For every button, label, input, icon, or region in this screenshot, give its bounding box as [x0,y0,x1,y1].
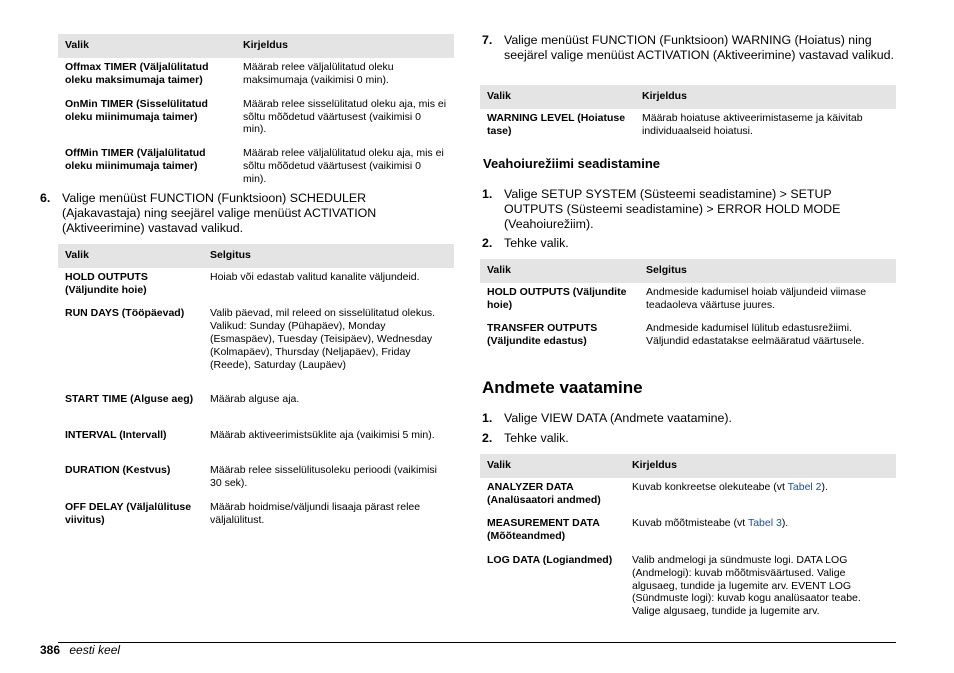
description-cell [625,514,896,551]
column-header: Valik [480,85,635,109]
step-number: 6. [40,191,51,205]
step-number: 7. [482,33,493,47]
subheading-error-hold: Veahoiurežiimi seadistamine [483,156,661,171]
option-cell: OFF DELAY (Väljalülituse viivitus) [65,500,192,526]
description-cell: Määrab hoidmise/väljundi lisaaja pärast relee väljalülitust. [210,500,421,526]
table-row [58,426,454,461]
table-row [480,551,896,626]
description-cell: Määrab alguse aja. [210,393,300,406]
scheduler-options-table [58,244,454,535]
table-row [480,319,896,367]
description-cell: Määrab relee väljalülitatud oleku maksimumaja (vaikimisi 0 min). [243,60,394,86]
step-text: Tehke valik. [504,431,569,445]
table-row [480,514,896,551]
description-cell: Andmeside kadumisel hoiab väljundeid viimase teadaoleva väärtuse juures. [646,285,867,311]
table-header-row [480,454,896,478]
description-cell: Valib päevad, mil releed on sisselülitatud olekus. Valikud: Sunday (Pühapäev), Monday (Esmaspäev), Tuesday (Teisipäev), Wednesday (Kolmapäev), Thursday (Neljapäev), Friday (Reede), Saturday (Laupäev) [210,307,436,371]
column-header: Valik [58,244,203,268]
column-header: Kirjeldus [236,34,454,58]
table-2-link[interactable]: Tabel 2 [787,480,822,493]
description-text: Kuvab mõõtmisteabe (vt [632,517,748,530]
column-header: Selgitus [203,244,454,268]
option-cell: RUN DAYS (Tööpäevad) [65,307,185,320]
description-cell: Määrab relee sisselülitatud oleku aja, mis ei sõltu mõõdetud väärtusest (vaikimisi 0 min). [243,97,447,136]
option-cell: MEASUREMENT DATA (Mõõteandmed) [487,517,600,543]
description-cell: Määrab relee sisselülitusoleku perioodi (vaikimisi 30 sek). [210,464,438,490]
step-number: 1. [482,187,493,201]
table-row [480,478,896,515]
table-row [480,283,896,320]
option-cell: TRANSFER OUTPUTS (Väljundite edastus) [487,322,598,348]
description-text: Kuvab konkreetse olekuteabe (vt [632,480,788,493]
page-number: 386 [40,643,61,657]
table-row [58,58,454,95]
description-cell: Määrab hoiatuse aktiveerimistaseme ja käivitab individuaalseid hoiatusi. [642,111,863,137]
option-cell: LOG DATA (Logiandmed) [487,553,613,566]
option-cell: HOLD OUTPUTS (Väljundite hoie) [487,285,627,311]
column-header: Kirjeldus [635,85,896,109]
table-header-row [480,85,896,109]
option-cell: INTERVAL (Intervall) [65,429,167,442]
description-cell: Hoiab või edastab valitud kanalite väljundeid. [210,270,420,283]
footer-divider [58,642,896,643]
option-cell: Offmax TIMER (Väljalülitatud oleku maksimumaja taimer) [65,60,209,86]
description-cell: Määrab relee väljalülitatud oleku aja, mis ei sõltu mõõdetud väärtusest (vaikimisi 0 min). [243,147,444,185]
description-text: ). [821,480,828,493]
table-row [58,498,454,535]
option-cell: DURATION (Kestvus) [65,464,171,477]
description-cell: Andmeside kadumisel lülitub edastusrežiimi. Väljundid edastatakse eelmääratud väärtusele. [646,322,865,348]
warning-options-table [480,85,896,146]
column-header: Selgitus [639,259,896,283]
table-row [58,461,454,498]
description-cell: Valib andmelogi ja sündmuste logi. DATA LOG (Andmelogi): kuvab mõõtmisväärtused. Valige algusaeg, tundide ja lugemite arv. EVENT LOG (Sündmuste logi): kuvab kogu analüsaator teabe. Valige algusaeg, tundide ja lugemite arv. [632,553,861,618]
step-text: Valige menüüst FUNCTION (Funktsioon) SCHEDULER (Ajakavastaja) ning seejärel valige menüüst ACTIVATION (Aktiveerimine) vastavad valikud. [62,191,377,235]
step-text: Tehke valik. [504,236,569,250]
table-header-row [480,259,896,283]
option-cell: ANALYZER DATA (Analüsaatori andmed) [487,480,601,506]
option-cell: HOLD OUTPUTS (Väljundite hoie) [65,270,148,296]
table-row [58,390,454,426]
option-cell: WARNING LEVEL (Hoiatuse tase) [487,111,626,137]
section-heading-view-data: Andmete vaatamine [482,378,643,397]
option-cell: OnMin TIMER (Sisselülitatud oleku miinimumaja taimer) [65,97,208,123]
step-number: 2. [482,236,493,250]
column-header: Valik [480,259,639,283]
step-number: 1. [482,411,493,425]
option-cell: OffMin TIMER (Väljalülitatud oleku miinimumaja taimer) [65,147,206,172]
column-header: Valik [58,34,236,58]
table-header-row [58,244,454,268]
option-cell: START TIME (Alguse aeg) [65,393,194,406]
footer-language: eesti keel [69,643,121,657]
column-header: Kirjeldus [625,454,896,478]
description-cell [625,478,896,515]
error-hold-options-table [480,259,896,367]
column-header: Valik [480,454,625,478]
table-3-link[interactable]: Tabel 3 [747,517,782,530]
step-text: Valige menüüst FUNCTION (Funktsioon) WARNING (Hoiatus) ning seejärel valige menüüst ACTIVATION (Aktiveerimine) vastavad valikud. [504,33,894,62]
description-cell: Määrab aktiveerimistsüklite aja (vaikimisi 5 min). [210,429,435,442]
table-row [480,109,896,146]
step-text: Valige SETUP SYSTEM (Süsteemi seadistamine) > SETUP OUTPUTS (Süsteemi seadistamine) > ERROR HOLD MODE (Veahoiurežiim). [504,187,841,231]
description-text: ). [781,517,789,530]
page-footer [40,643,120,657]
table-row [58,144,454,193]
view-data-options-table [480,454,896,626]
table-row [58,268,454,305]
table-row [58,304,454,390]
table-row [58,95,454,144]
step-text: Valige VIEW DATA (Andmete vaatamine). [504,411,732,425]
table-header-row [58,34,454,58]
step-number: 2. [482,431,493,445]
timer-options-table [58,34,454,194]
